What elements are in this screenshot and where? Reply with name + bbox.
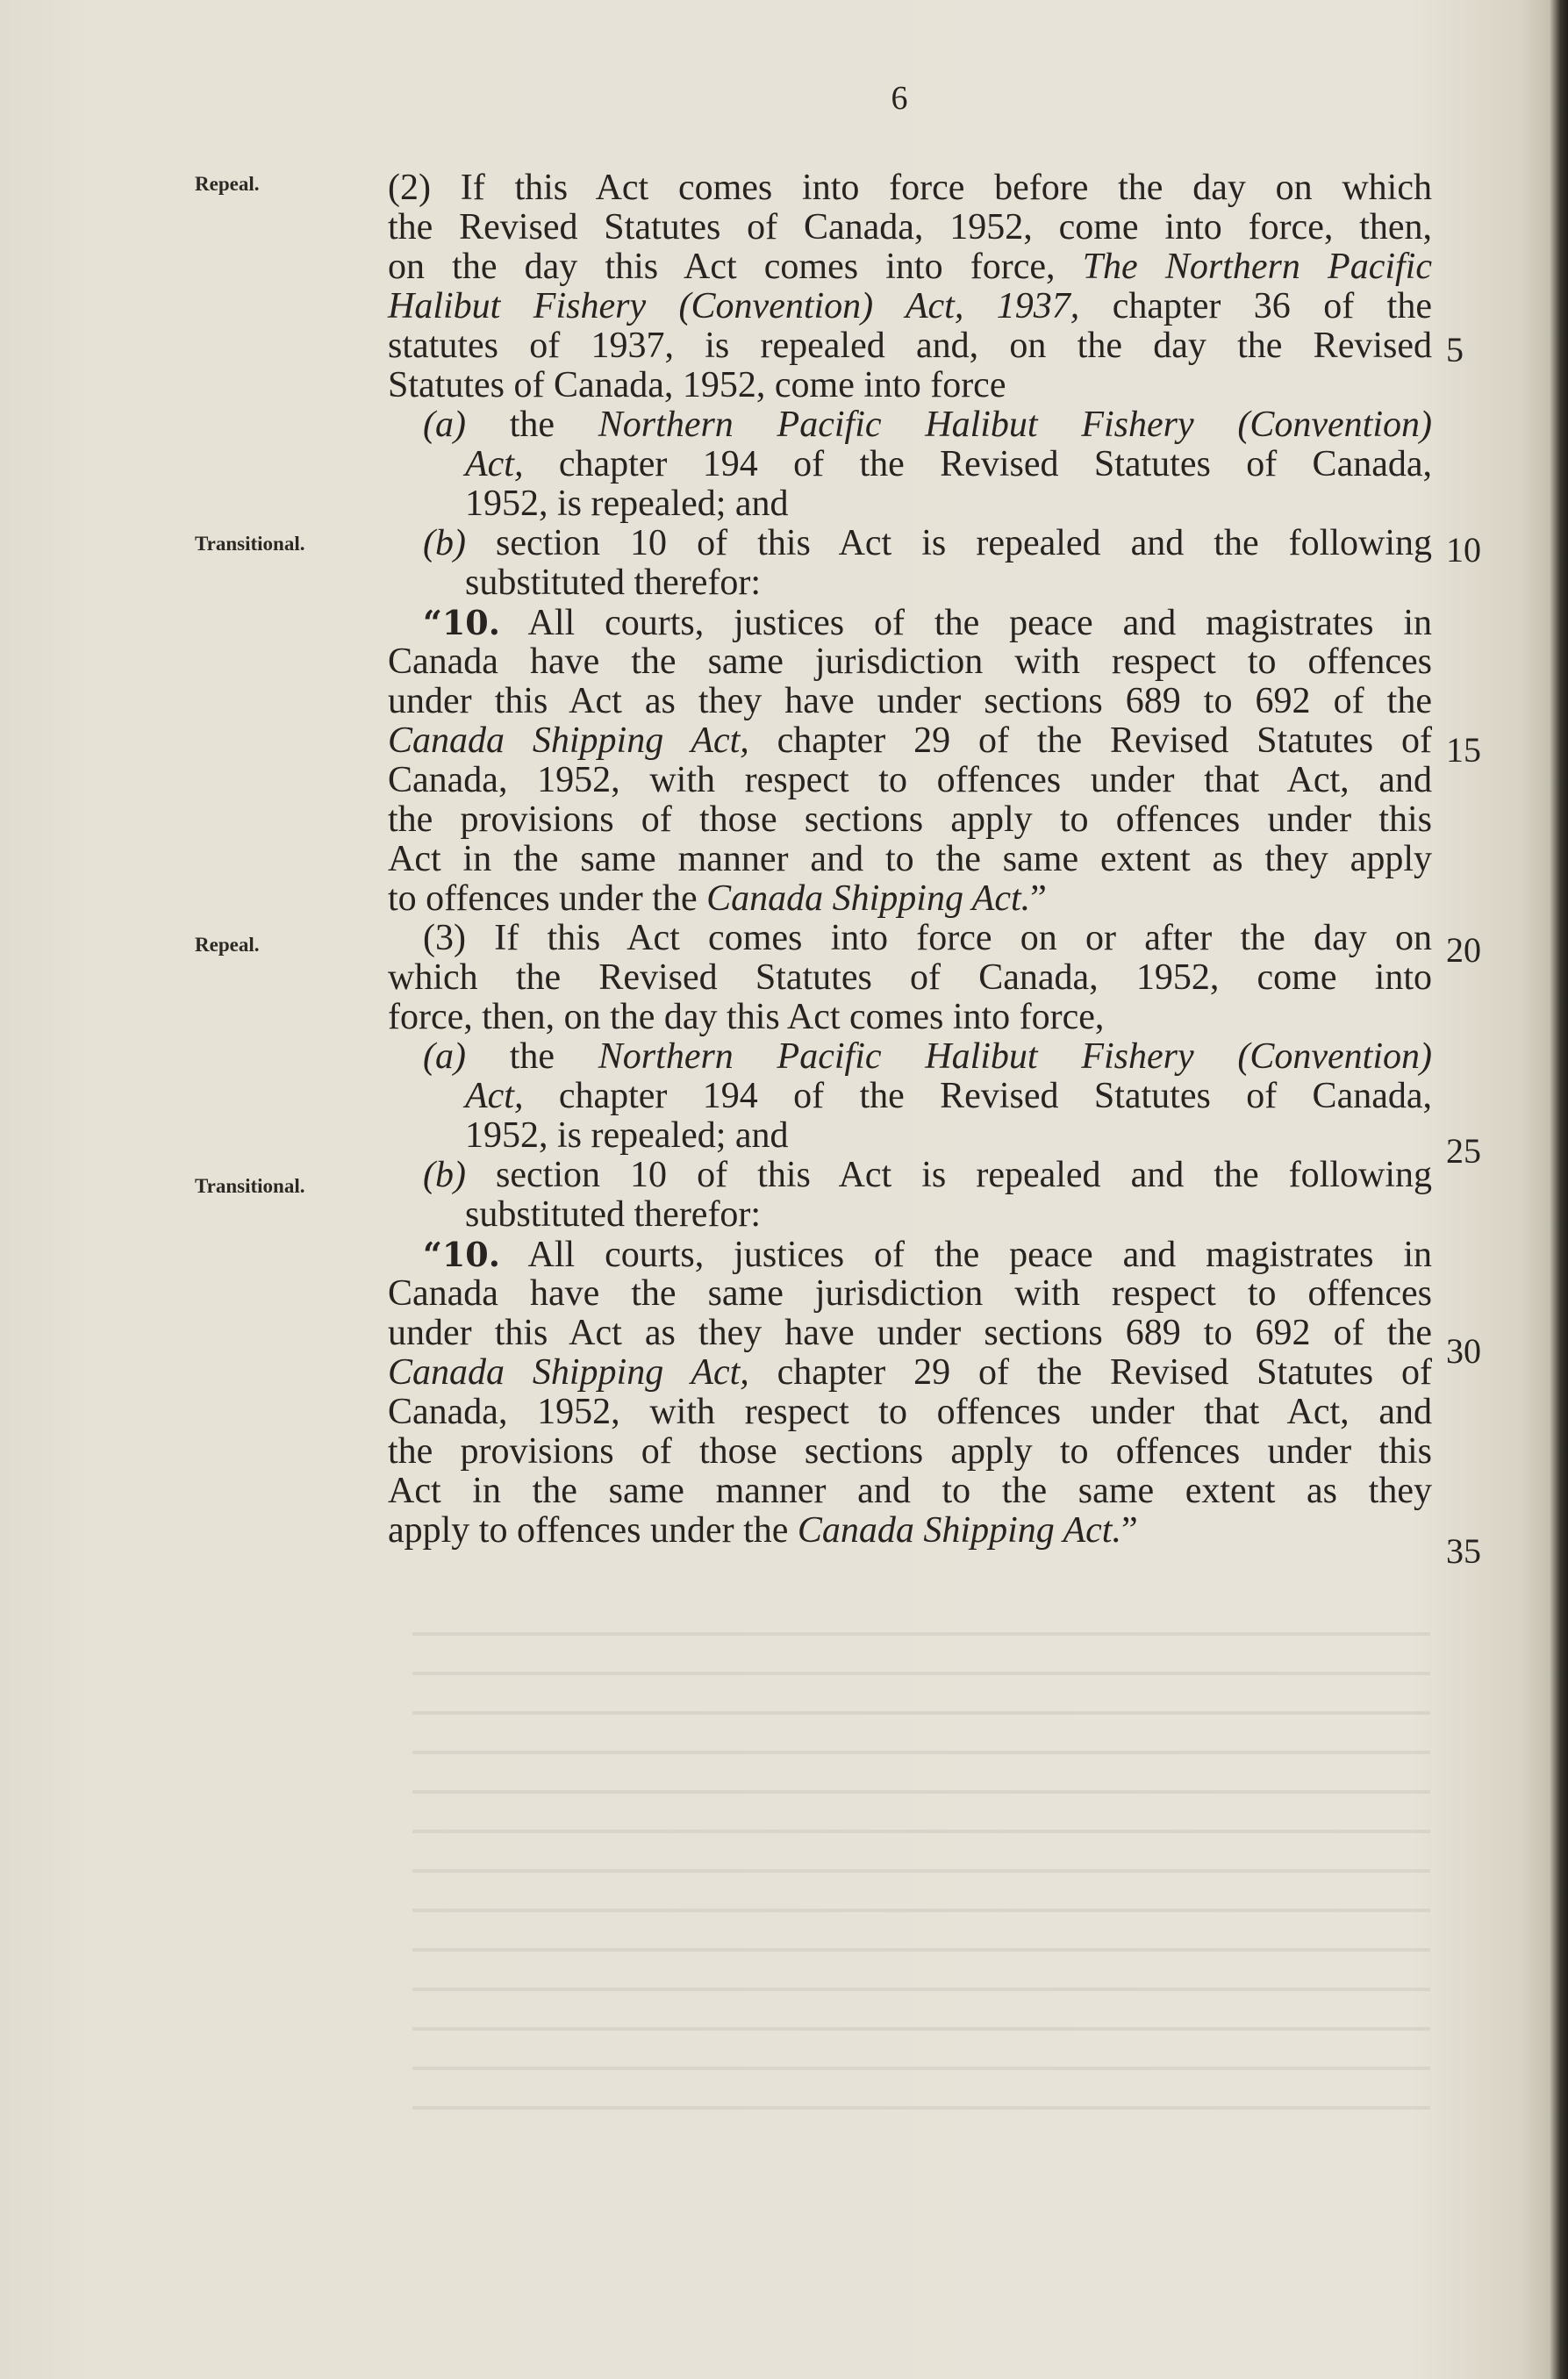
text-line: under this Act as they have under sections 689 to 692 of the bbox=[388, 681, 1432, 721]
text-line: which the Revised Statutes of Canada, 1952, come into bbox=[388, 957, 1432, 998]
text-line: “10. All courts, justices of the peace and magistrates in bbox=[423, 1235, 1432, 1275]
text-line: Act, chapter 194 of the Revised Statutes of Canada, bbox=[465, 1076, 1432, 1116]
text-line: under this Act as they have under sections 689 to 692 of the bbox=[388, 1313, 1432, 1353]
text-line: statutes of 1937, is repealed and, on the day the Revised bbox=[388, 326, 1432, 366]
show-through-text bbox=[412, 1632, 1430, 2124]
side-note-transitional-2: Transitional. bbox=[195, 1175, 305, 1197]
text-line: Canada, 1952, with respect to offences under that Act, and bbox=[388, 760, 1432, 800]
text-line: Canada, 1952, with respect to offences under that Act, and bbox=[388, 1392, 1432, 1432]
text-line: (a) the Northern Pacific Halibut Fishery (Convention) bbox=[423, 405, 1432, 445]
text-line: Act, chapter 194 of the Revised Statutes of Canada, bbox=[465, 444, 1432, 484]
text-line: substituted therefor: bbox=[465, 563, 762, 603]
line-number-15: 15 bbox=[1446, 730, 1481, 770]
text-line: (b) section 10 of this Act is repealed and the following bbox=[423, 1155, 1432, 1195]
text-line: force, then, on the day this Act comes into force, bbox=[388, 997, 1105, 1037]
text-line: the provisions of those sections apply to offences under this bbox=[388, 799, 1432, 840]
line-number-35: 35 bbox=[1446, 1531, 1481, 1571]
text-line: the Revised Statutes of Canada, 1952, come into force, then, bbox=[388, 207, 1432, 247]
text-line: (b) section 10 of this Act is repealed and the following bbox=[423, 523, 1432, 563]
text-line: 1952, is repealed; and bbox=[465, 484, 789, 524]
text-line: Canada have the same jurisdiction with respect to offences bbox=[388, 1273, 1432, 1314]
text-line: Statutes of Canada, 1952, come into force bbox=[388, 365, 1006, 405]
page-number: 6 bbox=[891, 80, 908, 117]
text-line: Act in the same manner and to the same extent as they apply bbox=[388, 839, 1432, 879]
text-line: the provisions of those sections apply to offences under this bbox=[388, 1431, 1432, 1472]
text-line: Halibut Fishery (Convention) Act, 1937, chapter 36 of the bbox=[388, 286, 1432, 326]
line-number-25: 25 bbox=[1446, 1131, 1481, 1171]
text-line: 1952, is repealed; and bbox=[465, 1115, 789, 1156]
text-line: (a) the Northern Pacific Halibut Fishery (Convention) bbox=[423, 1036, 1432, 1077]
text-line: “10. All courts, justices of the peace and magistrates in bbox=[423, 603, 1432, 643]
text-line: Act in the same manner and to the same extent as they bbox=[388, 1471, 1432, 1511]
side-note-repeal-2: Repeal. bbox=[195, 934, 260, 956]
text-line: apply to offences under the Canada Shipping Act.” bbox=[388, 1510, 1138, 1551]
text-line: (3) If this Act comes into force on or after the day on bbox=[423, 918, 1432, 958]
text-line: substituted therefor: bbox=[465, 1194, 762, 1235]
text-line: (2) If this Act comes into force before the day on which bbox=[388, 168, 1432, 208]
text-line: Canada Shipping Act, chapter 29 of the Revised Statutes of bbox=[388, 720, 1433, 761]
text-line: Canada have the same jurisdiction with respect to offences bbox=[388, 641, 1432, 682]
side-note-repeal-1: Repeal. bbox=[195, 173, 260, 195]
line-number-10: 10 bbox=[1446, 530, 1481, 570]
text-line: on the day this Act comes into force, The Northern Pacific bbox=[388, 247, 1432, 287]
side-note-transitional-1: Transitional. bbox=[195, 533, 305, 555]
text-line: to offences under the Canada Shipping Act.” bbox=[388, 878, 1047, 919]
line-number-20: 20 bbox=[1446, 930, 1481, 970]
text-line: Canada Shipping Act, chapter 29 of the Revised Statutes of bbox=[388, 1352, 1433, 1393]
line-number-5: 5 bbox=[1446, 330, 1464, 369]
line-number-30: 30 bbox=[1446, 1331, 1481, 1371]
book-spine-shadow bbox=[1549, 0, 1568, 2379]
